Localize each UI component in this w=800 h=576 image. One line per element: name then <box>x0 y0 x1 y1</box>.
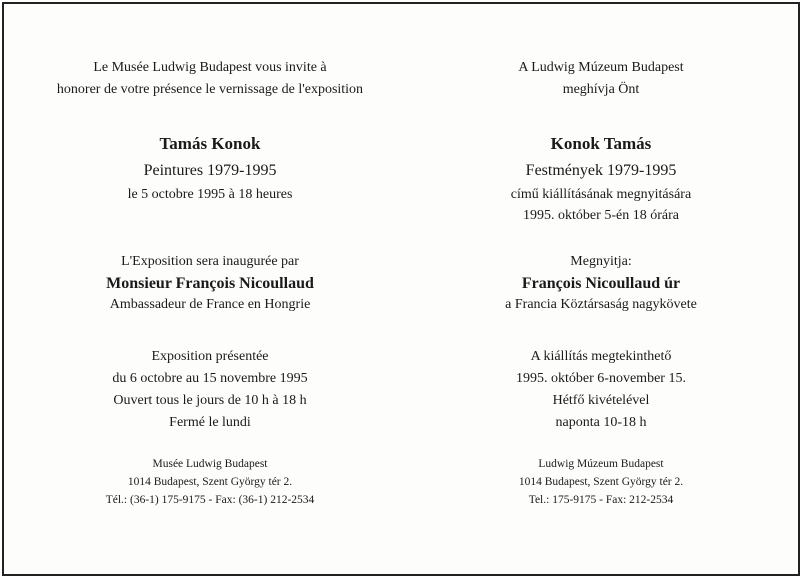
french-exhibit-line-4: Fermé le lundi <box>169 415 251 430</box>
french-artist-name: Tamás Konok <box>159 134 261 153</box>
invitation-card <box>2 2 800 576</box>
french-address-line-3: Tél.: (36-1) 175-9175 - Fax: (36-1) 212-2534 <box>105 494 315 506</box>
french-column <box>4 4 416 574</box>
french-address-line-1: Musée Ludwig Budapest <box>152 458 268 470</box>
french-exhibit-line-3: Ouvert tous le jours de 10 h à 18 h <box>113 393 307 408</box>
hungarian-address-line-3: Tel.: 175-9175 - Fax: 212-2534 <box>528 494 674 506</box>
french-exhibit-line-1: Exposition présentée <box>151 349 269 364</box>
french-invite-line-1: Le Musée Ludwig Budapest vous invite à <box>93 60 327 75</box>
hungarian-address-line-2: 1014 Budapest, Szent György tér 2. <box>518 476 684 488</box>
hungarian-opener-name: François Nicoullaud úr <box>521 275 681 292</box>
hungarian-exhibition-title: Festmények 1979-1995 <box>525 162 677 179</box>
hungarian-artist-name: Konok Tamás <box>550 134 652 153</box>
hungarian-column <box>404 4 798 574</box>
hungarian-invite-line-1: A Ludwig Múzeum Budapest <box>518 60 684 75</box>
french-opener-name: Monsieur François Nicoullaud <box>106 275 314 292</box>
french-opening-line: L'Exposition sera inaugurée par <box>121 254 299 269</box>
hungarian-opener-title: a Francia Köztársaság nagykövete <box>505 297 697 312</box>
hungarian-address-line-1: Ludwig Múzeum Budapest <box>538 458 664 470</box>
hungarian-exhibit-line-3: Hétfő kivételével <box>552 393 650 408</box>
hungarian-invite-line-2: meghívja Önt <box>562 82 640 97</box>
hungarian-opening-date: 1995. október 5-én 18 órára <box>523 208 679 223</box>
french-exhibition-title: Peintures 1979-1995 <box>143 162 277 179</box>
french-opening-date: le 5 octobre 1995 à 18 heures <box>127 187 293 202</box>
hungarian-exhibit-line-4: naponta 10-18 h <box>555 415 647 430</box>
hungarian-opening-line: Megnyitja: <box>570 254 632 269</box>
hungarian-exhibit-line-2: 1995. október 6-november 15. <box>516 371 686 386</box>
hungarian-title-line-2: című kiállításának megnyitására <box>510 187 692 202</box>
hungarian-exhibit-line-1: A kiállítás megtekinthető <box>530 349 672 364</box>
french-exhibit-line-2: du 6 octobre au 15 novembre 1995 <box>112 371 308 386</box>
french-address-line-2: 1014 Budapest, Szent György tér 2. <box>127 476 293 488</box>
french-invite-line-2: honorer de votre présence le vernissage de l'exposition <box>56 82 364 97</box>
french-opener-title: Ambassadeur de France en Hongrie <box>109 297 311 312</box>
